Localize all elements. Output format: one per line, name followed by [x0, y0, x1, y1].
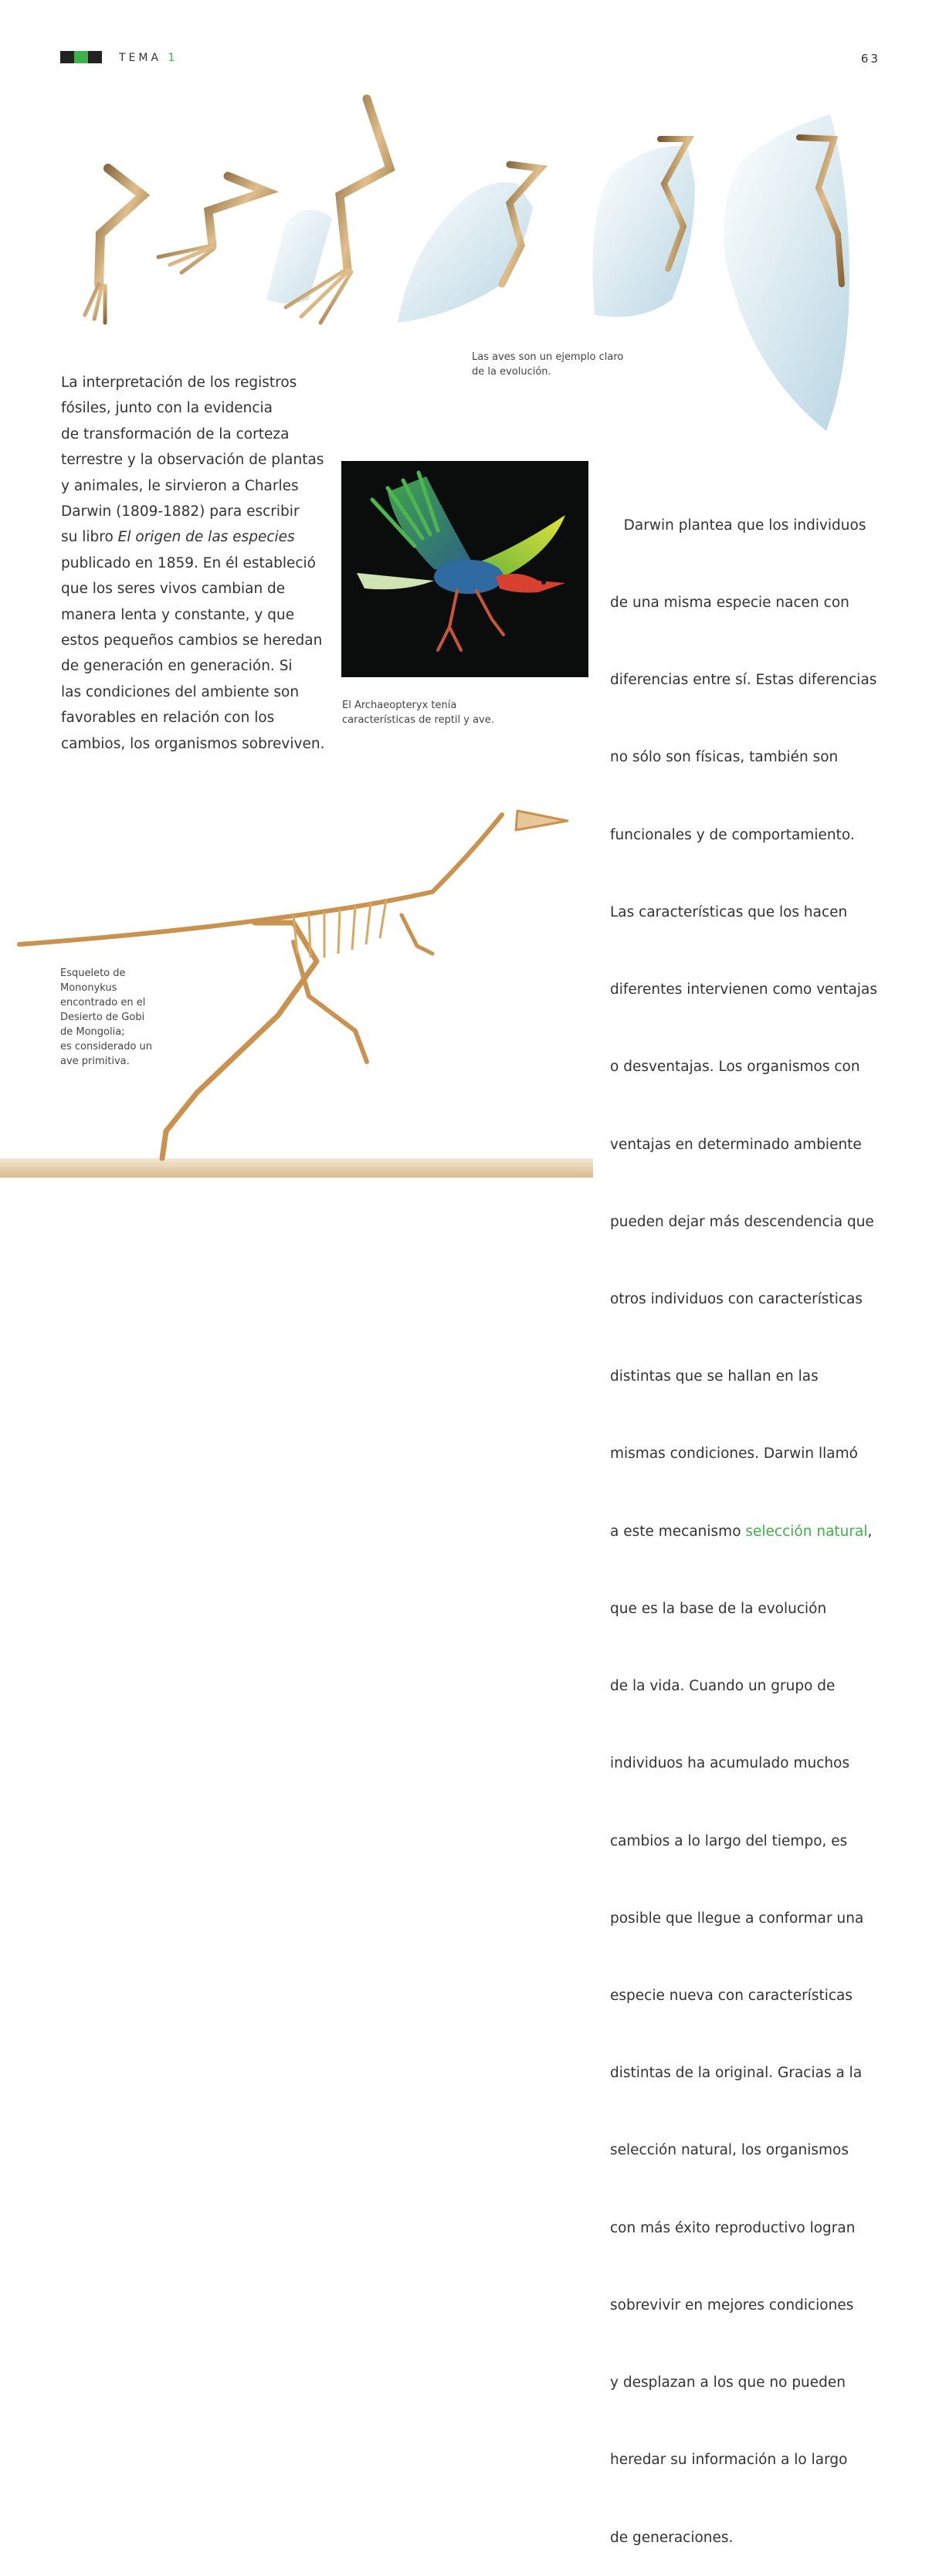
- left-line: de transformación de la corteza: [61, 425, 290, 442]
- wing-stage-4: [398, 164, 541, 323]
- left-line: terrestre y la observación de plantas: [61, 452, 324, 469]
- book-title: El origen de las especies: [117, 529, 295, 546]
- right-line: Darwin plantea que los individuos: [610, 517, 866, 534]
- tema-label: TEMA: [119, 52, 162, 64]
- ground: [0, 1158, 593, 1178]
- key-term-seleccion-natural: selección natural: [745, 1523, 868, 1540]
- left-line: que los seres vivos cambian de: [61, 581, 286, 598]
- right-line: cambios a lo largo del tiempo, es: [610, 1832, 848, 1849]
- wing-stage-3: [266, 99, 390, 323]
- right-line: funcionales y de comportamiento.: [610, 826, 855, 843]
- section-label: [119, 52, 178, 64]
- right-line: con más éxito reproductivo logran: [610, 2219, 856, 2236]
- left-line-book: [61, 524, 324, 550]
- right-line: especie nueva con características: [610, 1987, 853, 2004]
- archaeopteryx-photo: [341, 461, 588, 677]
- left-line: estos pequeños cambios se heredan: [61, 632, 323, 649]
- right-line: de la vida. Cuando un grupo de: [610, 1678, 836, 1695]
- right-line: individuos ha acumulado muchos: [610, 1755, 850, 1772]
- right-line: heredar su información a lo largo: [610, 2452, 848, 2469]
- right-line-term: [610, 1519, 877, 1544]
- right-line: diferentes intervienen como ventajas: [610, 981, 877, 998]
- right-line: Las características que los hacen: [610, 903, 848, 920]
- right-line: distintas de la original. Gracias a la: [610, 2065, 863, 2082]
- left-line: y animales, le sirvieron a Charles: [61, 477, 299, 494]
- right-line: distintas que se hallan en las: [610, 1368, 819, 1385]
- wing-stage-1: [85, 168, 143, 323]
- right-line: no sólo son físicas, también son: [610, 749, 839, 766]
- wings-caption: Las aves son un ejemplo claro de la evolución.: [472, 351, 624, 378]
- right-line: de una misma especie nacen con: [610, 595, 849, 612]
- tema-number: 1: [168, 52, 178, 64]
- left-line: fósiles, junto con la evidencia: [61, 400, 273, 417]
- right-line: otros individuos con características: [610, 1291, 863, 1307]
- book-prefix: su libro: [61, 529, 118, 546]
- right-line: de generaciones.: [610, 2529, 734, 2546]
- left-line: cambios, los organismos sobreviven.: [61, 735, 325, 752]
- right-column-text: [610, 461, 877, 2576]
- right-line: posible que llegue a conformar una: [610, 1910, 864, 1927]
- right-line: diferencias entre sí. Estas diferencias: [610, 672, 877, 689]
- left-line: favorables en relación con los: [61, 710, 275, 727]
- archaeopteryx-caption: El Archaeopteryx tenía características de reptil y ave.: [342, 700, 494, 726]
- left-line: de generación en generación. Si: [61, 658, 293, 675]
- wing-stage-5: [593, 139, 696, 317]
- right-line: o desventajas. Los organismos con: [610, 1059, 860, 1076]
- right-line: pueden dejar más descendencia que: [610, 1213, 874, 1230]
- left-line: La interpretación de los registros: [61, 375, 297, 391]
- right-line: que es la base de la evolución: [610, 1600, 827, 1617]
- left-line: las condiciones del ambiente son: [61, 683, 300, 700]
- archaeopteryx-illustration: [341, 461, 588, 677]
- page-number: 63: [860, 52, 880, 66]
- left-line: Darwin (1809-1882) para escribir: [61, 503, 300, 520]
- skeleton-caption: Esqueleto de Mononykus encontrado en el Desierto de Gobi de Mongolia; es considerado un ave primitiva.: [60, 968, 153, 1067]
- wing-stage-6: [724, 114, 850, 431]
- term-prefix: a este mecanismo: [610, 1523, 746, 1540]
- left-line: manera lenta y constante, y que: [61, 606, 295, 623]
- header-color-blocks: [60, 51, 102, 63]
- right-line: ventajas en determinado ambiente: [610, 1136, 862, 1153]
- right-line: selección natural, los organismos: [610, 2142, 849, 2159]
- term-suffix: ,: [867, 1523, 873, 1540]
- left-column-text: [61, 370, 324, 757]
- right-line: mismas condiciones. Darwin llamó: [610, 1446, 858, 1463]
- right-line: sobrevivir en mejores condiciones: [610, 2296, 854, 2313]
- wing-stage-2: [158, 176, 266, 273]
- right-line: y desplazan a los que no pueden: [610, 2374, 846, 2391]
- left-line: publicado en 1859. En él estableció: [61, 554, 316, 571]
